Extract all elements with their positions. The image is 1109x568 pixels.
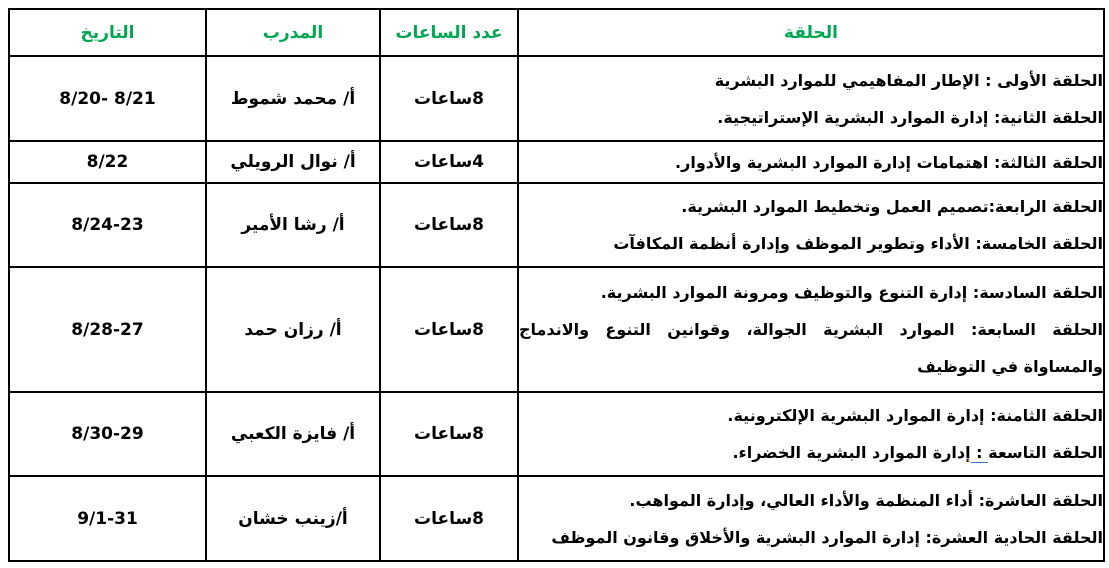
session-line: الحلقة الثامنة: إدارة الموارد البشرية الإلكترونية. <box>727 406 1103 425</box>
session-title: إدارة التنوع والتوظيف ومرونة الموارد البشرية. <box>600 283 968 302</box>
date-cell: 9/1-31 <box>9 476 206 561</box>
hours-cell: 8ساعات <box>380 392 518 476</box>
hours-cell: 8ساعات <box>380 267 518 392</box>
session-label: الحلقة الثانية <box>1000 107 1103 127</box>
table-row <box>9 392 1104 476</box>
date-cell: 8/24-23 <box>9 183 206 267</box>
session-title: إدارة الموارد البشرية الإستراتيجية. <box>717 107 989 127</box>
session-title: الإطار المفاهيمي للموارد البشرية <box>714 70 980 90</box>
trainer-cell: أ/ نوال الرويلي <box>206 141 380 183</box>
schedule-document <box>8 8 1103 561</box>
session-label: الحلقة الأولى <box>997 70 1103 90</box>
header-hours: عدد الساعات <box>380 9 518 56</box>
training-schedule-table <box>8 8 1105 562</box>
hours-cell: 4ساعات <box>380 141 518 183</box>
session-label: الحلقة الثامنة <box>996 406 1103 425</box>
session-title: إدارة الموارد البشرية والأخلاق وقانون الموظف <box>551 527 920 547</box>
trainer-cell: أ/ رشا الأمير <box>206 183 380 267</box>
session-line: الحلقة الثانية: إدارة الموارد البشرية الإستراتيجية. <box>717 107 1103 127</box>
session-line: الحلقة الحادية العشرة: إدارة الموارد البشرية والأخلاق وقانون الموظف <box>551 527 1103 547</box>
date-cell: 8/28-27 <box>9 267 206 392</box>
session-label: الحلقة العاشرة <box>984 490 1103 510</box>
date-cell: 8/30-29 <box>9 392 206 476</box>
sessions-cell <box>518 392 1104 476</box>
session-line: الحلقة السابعة: الموارد البشرية الجوالة، وقوانين التنوع والاندماج والمساواة في التوظيف <box>519 320 1104 376</box>
session-label: الحلقة الخامسة <box>981 234 1103 253</box>
table-row <box>9 141 1104 183</box>
session-title: تصميم العمل وتخطيط الموارد البشرية. <box>681 197 989 216</box>
session-title: الموارد البشرية الجوالة، وقوانين التنوع والاندماج والمساواة في التوظيف <box>519 320 1103 376</box>
sessions-cell <box>518 267 1104 392</box>
header-trainer: المدرب <box>206 9 380 56</box>
header-date: التاريخ <box>9 9 206 56</box>
trainer-cell: أ/ رزان حمد <box>206 267 380 392</box>
date-cell: 8/22 <box>9 141 206 183</box>
session-line: الحلقة العاشرة: أداء المنظمة والأداء العالي، وإدارة المواهب. <box>629 490 1103 510</box>
trainer-cell: أ/زينب خشان <box>206 476 380 561</box>
session-line: الحلقة الخامسة: الأداء وتطوير الموظف وإدارة أنظمة المكافآت <box>613 234 1103 253</box>
session-title: اهتمامات إدارة الموارد البشرية والأدوار. <box>675 152 989 172</box>
date-cell: 8/21 -8/20 <box>9 56 206 141</box>
hours-cell: 8ساعات <box>380 183 518 267</box>
session-label: الحلقة الحادية العشرة <box>931 527 1103 547</box>
session-line: الحلقة السادسة: إدارة التنوع والتوظيف ومرونة الموارد البشرية. <box>600 283 1103 302</box>
header-row <box>9 9 1104 56</box>
sessions-cell <box>518 141 1104 183</box>
session-label: الحلقة الثالثة <box>1000 152 1103 172</box>
trainer-cell: أ/ فايزة الكعبي <box>206 392 380 476</box>
sessions-cell <box>518 56 1104 141</box>
session-line: الحلقة الأولى : الإطار المفاهيمي للموارد البشرية <box>714 70 1103 90</box>
session-line: الحلقة الرابعة:تصميم العمل وتخطيط الموارد البشرية. <box>681 197 1103 216</box>
session-line: الحلقة التاسعة : إدارة الموارد البشرية الخضراء. <box>732 443 1103 462</box>
header-session: الحلقة <box>518 9 1104 56</box>
session-label: الحلقة الرابعة <box>994 197 1103 216</box>
table-row <box>9 56 1104 141</box>
sessions-cell <box>518 476 1104 561</box>
session-line: الحلقة الثالثة: اهتمامات إدارة الموارد البشرية والأدوار. <box>675 152 1103 172</box>
session-title: إدارة الموارد البشرية الإلكترونية. <box>727 406 985 425</box>
hours-cell: 8ساعات <box>380 476 518 561</box>
trainer-cell: أ/ محمد شموط <box>206 56 380 141</box>
table-row <box>9 267 1104 392</box>
session-label: الحلقة التاسعة <box>988 443 1103 462</box>
session-label: الحلقة السادسة <box>979 283 1103 302</box>
session-label: الحلقة السابعة <box>977 320 1104 339</box>
session-title: الأداء وتطوير الموظف وإدارة أنظمة المكافآت <box>613 234 970 253</box>
hours-cell: 8ساعات <box>380 56 518 141</box>
session-title: أداء المنظمة والأداء العالي، وإدارة المواهب. <box>629 490 974 510</box>
session-title: إدارة الموارد البشرية الخضراء. <box>732 443 971 462</box>
table-row <box>9 476 1104 561</box>
table-row <box>9 183 1104 267</box>
sessions-cell <box>518 183 1104 267</box>
